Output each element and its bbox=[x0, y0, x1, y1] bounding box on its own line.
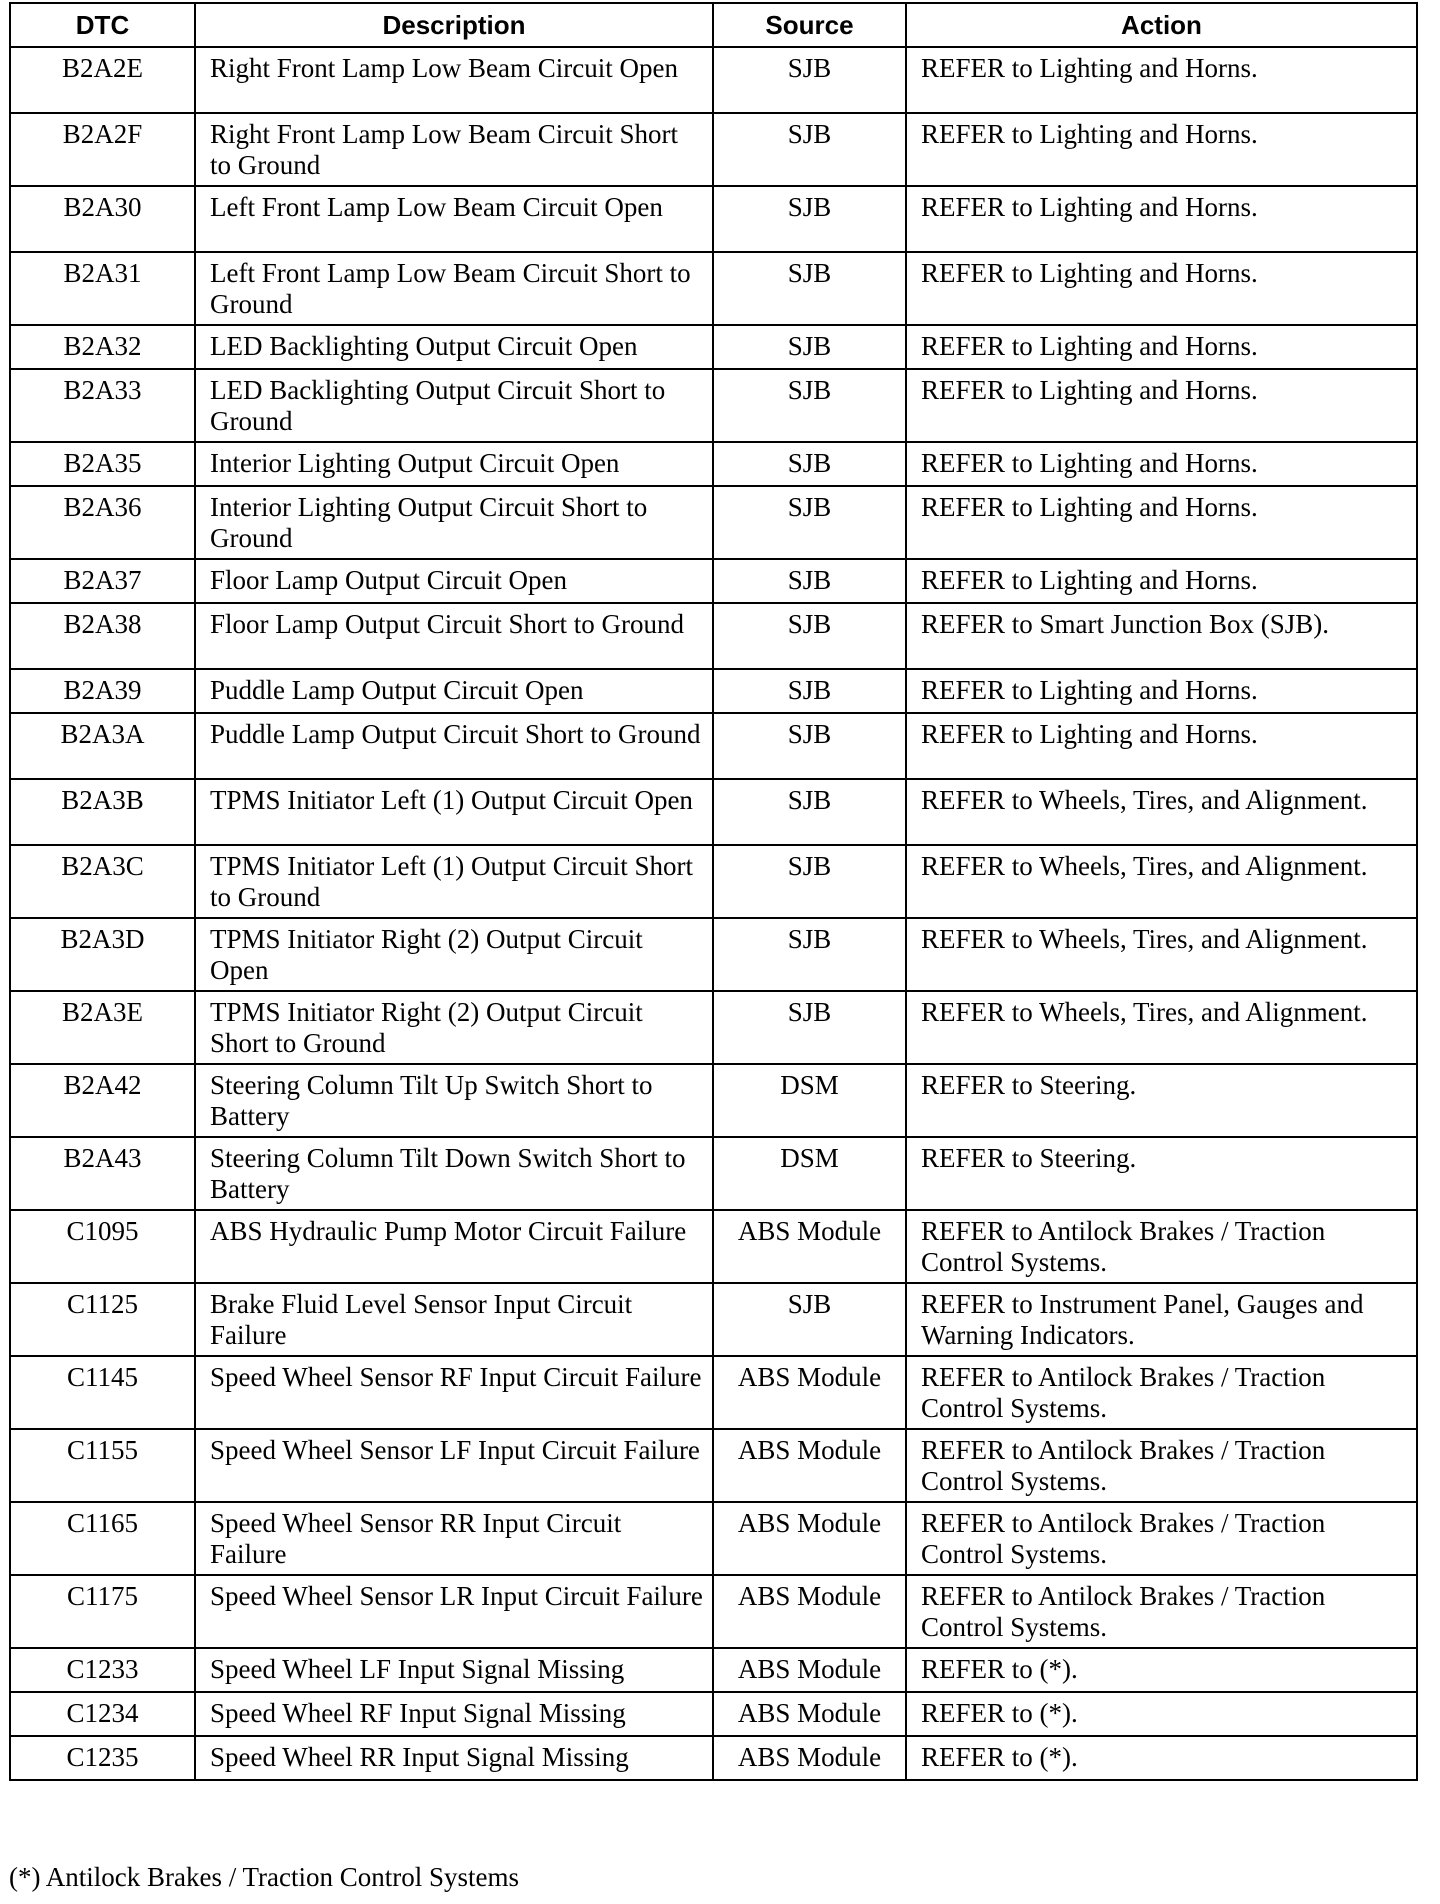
dtc-cell: C1095 bbox=[10, 1210, 195, 1283]
table-row bbox=[10, 442, 1417, 486]
action-cell: REFER to Wheels, Tires, and Alignment. bbox=[906, 779, 1417, 845]
dtc-cell: B2A30 bbox=[10, 186, 195, 252]
dtc-cell: B2A38 bbox=[10, 603, 195, 669]
footnote: (*) Antilock Brakes / Traction Control Systems bbox=[9, 1862, 519, 1892]
action-cell: REFER to Lighting and Horns. bbox=[906, 47, 1417, 113]
dtc-cell: C1235 bbox=[10, 1736, 195, 1780]
action-cell: REFER to Lighting and Horns. bbox=[906, 252, 1417, 325]
header-dtc: DTC bbox=[10, 3, 195, 47]
dtc-cell: B2A3E bbox=[10, 991, 195, 1064]
source-cell: ABS Module bbox=[713, 1429, 906, 1502]
action-cell: REFER to Antilock Brakes / Traction Control Systems. bbox=[906, 1356, 1417, 1429]
table-row bbox=[10, 486, 1417, 559]
table-row bbox=[10, 1692, 1417, 1736]
table-row bbox=[10, 1356, 1417, 1429]
action-cell: REFER to Wheels, Tires, and Alignment. bbox=[906, 918, 1417, 991]
description-cell: Steering Column Tilt Down Switch Short to Battery bbox=[195, 1137, 713, 1210]
table-row bbox=[10, 1137, 1417, 1210]
source-cell: ABS Module bbox=[713, 1210, 906, 1283]
description-cell: Steering Column Tilt Up Switch Short to Battery bbox=[195, 1064, 713, 1137]
action-cell: REFER to Lighting and Horns. bbox=[906, 713, 1417, 779]
action-cell: REFER to Steering. bbox=[906, 1064, 1417, 1137]
source-cell: SJB bbox=[713, 186, 906, 252]
description-cell: Speed Wheel LF Input Signal Missing bbox=[195, 1648, 713, 1692]
table-row bbox=[10, 1648, 1417, 1692]
description-cell: Puddle Lamp Output Circuit Open bbox=[195, 669, 713, 713]
header-description: Description bbox=[195, 3, 713, 47]
table-row bbox=[10, 918, 1417, 991]
action-cell: REFER to Wheels, Tires, and Alignment. bbox=[906, 845, 1417, 918]
source-cell: ABS Module bbox=[713, 1692, 906, 1736]
table-row bbox=[10, 186, 1417, 252]
description-cell: ABS Hydraulic Pump Motor Circuit Failure bbox=[195, 1210, 713, 1283]
action-cell: REFER to Lighting and Horns. bbox=[906, 186, 1417, 252]
source-cell: SJB bbox=[713, 603, 906, 669]
action-cell: REFER to Wheels, Tires, and Alignment. bbox=[906, 991, 1417, 1064]
description-cell: TPMS Initiator Left (1) Output Circuit Short to Ground bbox=[195, 845, 713, 918]
description-cell: Right Front Lamp Low Beam Circuit Short to Ground bbox=[195, 113, 713, 186]
description-cell: Interior Lighting Output Circuit Open bbox=[195, 442, 713, 486]
dtc-cell: B2A3D bbox=[10, 918, 195, 991]
table-header-row bbox=[10, 3, 1417, 47]
table-row bbox=[10, 1283, 1417, 1356]
table-row bbox=[10, 1575, 1417, 1648]
table-row bbox=[10, 113, 1417, 186]
table-row bbox=[10, 1429, 1417, 1502]
action-cell: REFER to Lighting and Horns. bbox=[906, 325, 1417, 369]
description-cell: Floor Lamp Output Circuit Short to Ground bbox=[195, 603, 713, 669]
table-row bbox=[10, 1210, 1417, 1283]
dtc-cell: B2A36 bbox=[10, 486, 195, 559]
description-cell: LED Backlighting Output Circuit Open bbox=[195, 325, 713, 369]
source-cell: SJB bbox=[713, 918, 906, 991]
source-cell: SJB bbox=[713, 486, 906, 559]
description-cell: Speed Wheel Sensor RF Input Circuit Failure bbox=[195, 1356, 713, 1429]
description-cell: Left Front Lamp Low Beam Circuit Open bbox=[195, 186, 713, 252]
table-row bbox=[10, 845, 1417, 918]
source-cell: SJB bbox=[713, 991, 906, 1064]
action-cell: REFER to (*). bbox=[906, 1692, 1417, 1736]
source-cell: SJB bbox=[713, 559, 906, 603]
source-cell: SJB bbox=[713, 113, 906, 186]
description-cell: Floor Lamp Output Circuit Open bbox=[195, 559, 713, 603]
dtc-cell: B2A32 bbox=[10, 325, 195, 369]
source-cell: ABS Module bbox=[713, 1502, 906, 1575]
description-cell: Interior Lighting Output Circuit Short to Ground bbox=[195, 486, 713, 559]
table-row bbox=[10, 252, 1417, 325]
dtc-cell: C1155 bbox=[10, 1429, 195, 1502]
description-cell: Puddle Lamp Output Circuit Short to Ground bbox=[195, 713, 713, 779]
description-cell: TPMS Initiator Right (2) Output Circuit Short to Ground bbox=[195, 991, 713, 1064]
source-cell: SJB bbox=[713, 713, 906, 779]
action-cell: REFER to (*). bbox=[906, 1648, 1417, 1692]
description-cell: TPMS Initiator Right (2) Output Circuit Open bbox=[195, 918, 713, 991]
action-cell: REFER to (*). bbox=[906, 1736, 1417, 1780]
source-cell: SJB bbox=[713, 442, 906, 486]
description-cell: Right Front Lamp Low Beam Circuit Open bbox=[195, 47, 713, 113]
description-cell: Left Front Lamp Low Beam Circuit Short to Ground bbox=[195, 252, 713, 325]
dtc-cell: B2A42 bbox=[10, 1064, 195, 1137]
table-row bbox=[10, 669, 1417, 713]
dtc-cell: B2A2E bbox=[10, 47, 195, 113]
description-cell: Speed Wheel Sensor LR Input Circuit Failure bbox=[195, 1575, 713, 1648]
table-body bbox=[10, 47, 1417, 1780]
source-cell: ABS Module bbox=[713, 1648, 906, 1692]
action-cell: REFER to Antilock Brakes / Traction Control Systems. bbox=[906, 1502, 1417, 1575]
source-cell: SJB bbox=[713, 325, 906, 369]
source-cell: DSM bbox=[713, 1137, 906, 1210]
description-cell: TPMS Initiator Left (1) Output Circuit Open bbox=[195, 779, 713, 845]
action-cell: REFER to Lighting and Horns. bbox=[906, 369, 1417, 442]
action-cell: REFER to Instrument Panel, Gauges and Warning Indicators. bbox=[906, 1283, 1417, 1356]
table-row bbox=[10, 1502, 1417, 1575]
dtc-cell: B2A3A bbox=[10, 713, 195, 779]
source-cell: SJB bbox=[713, 252, 906, 325]
action-cell: REFER to Antilock Brakes / Traction Control Systems. bbox=[906, 1429, 1417, 1502]
action-cell: REFER to Lighting and Horns. bbox=[906, 113, 1417, 186]
header-action: Action bbox=[906, 3, 1417, 47]
dtc-cell: B2A43 bbox=[10, 1137, 195, 1210]
description-cell: Speed Wheel Sensor RR Input Circuit Failure bbox=[195, 1502, 713, 1575]
action-cell: REFER to Lighting and Horns. bbox=[906, 559, 1417, 603]
source-cell: ABS Module bbox=[713, 1356, 906, 1429]
description-cell: Brake Fluid Level Sensor Input Circuit Failure bbox=[195, 1283, 713, 1356]
source-cell: SJB bbox=[713, 47, 906, 113]
description-cell: Speed Wheel RR Input Signal Missing bbox=[195, 1736, 713, 1780]
dtc-cell: B2A33 bbox=[10, 369, 195, 442]
action-cell: REFER to Lighting and Horns. bbox=[906, 442, 1417, 486]
dtc-cell: B2A37 bbox=[10, 559, 195, 603]
dtc-cell: C1233 bbox=[10, 1648, 195, 1692]
dtc-cell: B2A3C bbox=[10, 845, 195, 918]
dtc-table bbox=[9, 2, 1418, 1781]
action-cell: REFER to Lighting and Horns. bbox=[906, 669, 1417, 713]
source-cell: SJB bbox=[713, 779, 906, 845]
dtc-cell: C1175 bbox=[10, 1575, 195, 1648]
dtc-cell: C1125 bbox=[10, 1283, 195, 1356]
source-cell: SJB bbox=[713, 1283, 906, 1356]
table-row bbox=[10, 1736, 1417, 1780]
action-cell: REFER to Antilock Brakes / Traction Control Systems. bbox=[906, 1210, 1417, 1283]
action-cell: REFER to Antilock Brakes / Traction Control Systems. bbox=[906, 1575, 1417, 1648]
dtc-cell: B2A31 bbox=[10, 252, 195, 325]
dtc-cell: B2A39 bbox=[10, 669, 195, 713]
table-row bbox=[10, 603, 1417, 669]
source-cell: SJB bbox=[713, 845, 906, 918]
table-row bbox=[10, 325, 1417, 369]
action-cell: REFER to Steering. bbox=[906, 1137, 1417, 1210]
table-row bbox=[10, 559, 1417, 603]
action-cell: REFER to Lighting and Horns. bbox=[906, 486, 1417, 559]
action-cell: REFER to Smart Junction Box (SJB). bbox=[906, 603, 1417, 669]
source-cell: SJB bbox=[713, 669, 906, 713]
description-cell: Speed Wheel RF Input Signal Missing bbox=[195, 1692, 713, 1736]
dtc-cell: C1234 bbox=[10, 1692, 195, 1736]
table-row bbox=[10, 1064, 1417, 1137]
dtc-cell: C1145 bbox=[10, 1356, 195, 1429]
source-cell: ABS Module bbox=[713, 1575, 906, 1648]
description-cell: Speed Wheel Sensor LF Input Circuit Failure bbox=[195, 1429, 713, 1502]
table-row bbox=[10, 991, 1417, 1064]
table-row bbox=[10, 713, 1417, 779]
dtc-cell: B2A35 bbox=[10, 442, 195, 486]
dtc-cell: B2A2F bbox=[10, 113, 195, 186]
table-row bbox=[10, 779, 1417, 845]
source-cell: DSM bbox=[713, 1064, 906, 1137]
header-source: Source bbox=[713, 3, 906, 47]
source-cell: ABS Module bbox=[713, 1736, 906, 1780]
table-row bbox=[10, 369, 1417, 442]
dtc-cell: B2A3B bbox=[10, 779, 195, 845]
source-cell: SJB bbox=[713, 369, 906, 442]
description-cell: LED Backlighting Output Circuit Short to Ground bbox=[195, 369, 713, 442]
table-row bbox=[10, 47, 1417, 113]
dtc-cell: C1165 bbox=[10, 1502, 195, 1575]
